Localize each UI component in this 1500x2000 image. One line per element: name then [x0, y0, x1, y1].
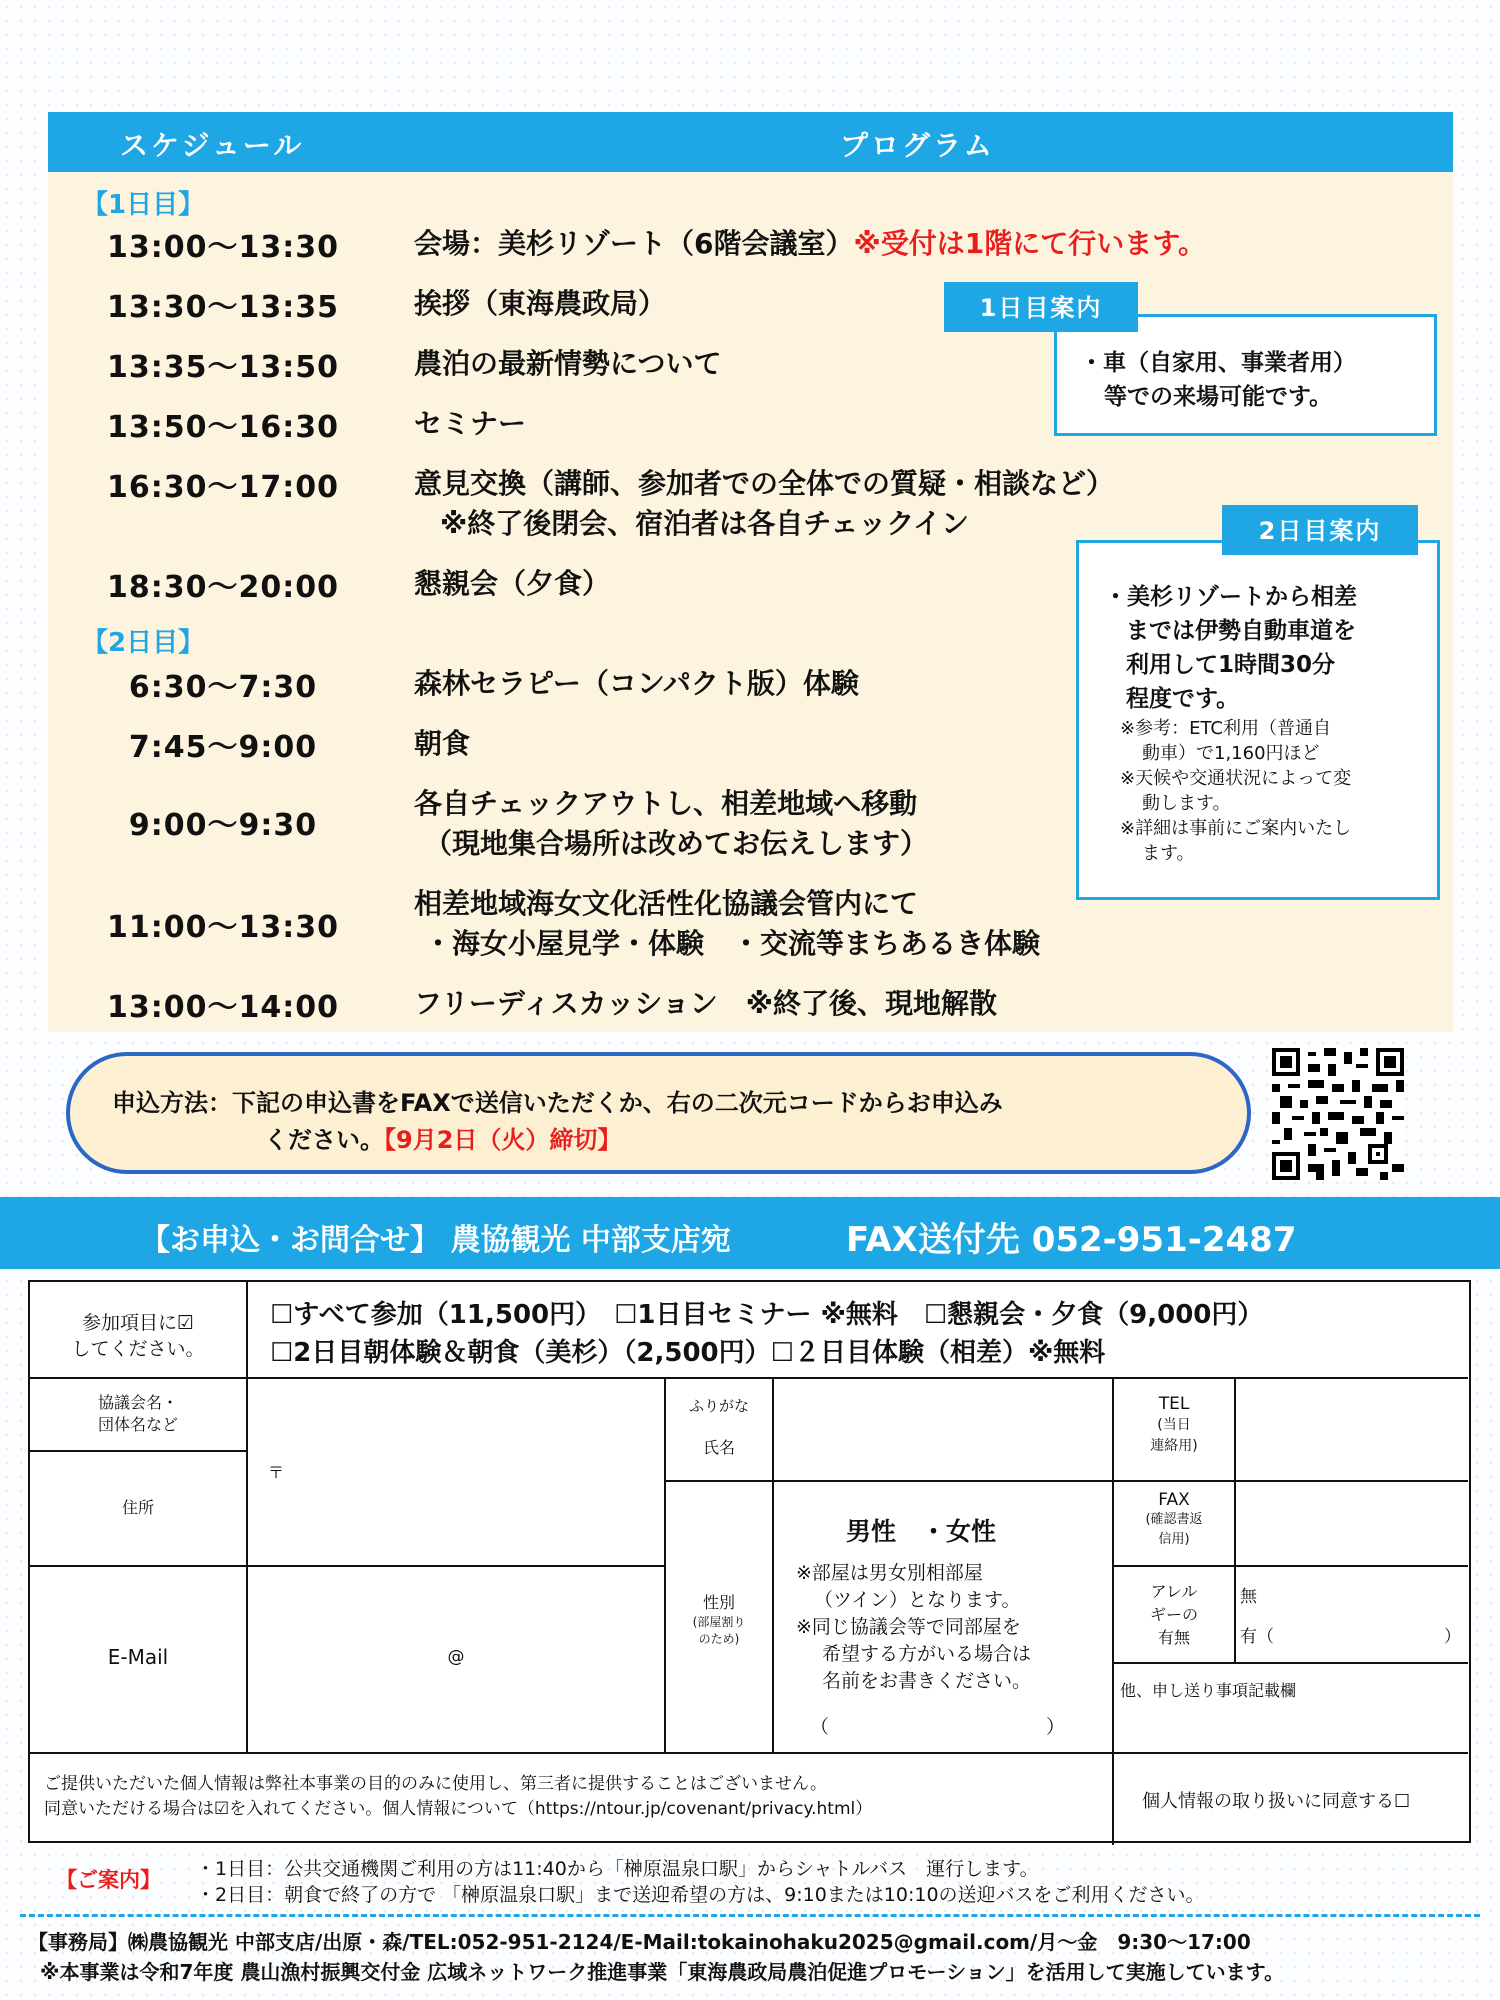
allergy-label-2: ギーの — [1149, 1605, 1198, 1624]
reception-note: ※受付は1階にて行います。 — [853, 227, 1206, 260]
fax-field[interactable] — [1236, 1482, 1468, 1565]
tel-label — [1114, 1394, 1234, 1457]
gender-sub-2: のため) — [698, 1632, 740, 1646]
roommate-field[interactable] — [830, 1707, 1040, 1737]
name-label: 氏名 — [702, 1438, 735, 1457]
gender-label-text: 性別 — [702, 1593, 735, 1612]
day2-info-line4: 程度です。 — [1126, 686, 1240, 712]
name-field[interactable] — [774, 1379, 1112, 1480]
org-label — [30, 1392, 246, 1436]
day2-note6: ます。 — [1142, 843, 1195, 864]
gender-sub-1: (部屋割り — [692, 1615, 746, 1629]
fax-label — [1114, 1490, 1234, 1550]
room-note-3: ※同じ協議会等で同部屋を — [796, 1616, 1021, 1638]
roommate-paren-open: （ — [810, 1716, 830, 1738]
participation-options-row1[interactable]: ☐すべて参加（11,500円） ☐1日目セミナー ※無料 ☐懇親会・夕食（9,000円） — [270, 1300, 1264, 1330]
remarks-label: 他、申し送り事項記載欄 — [1120, 1681, 1297, 1700]
contact-title: 【お申込・お問合せ】 農協観光 中部支店宛 — [140, 1223, 731, 1258]
program-day1-4: セミナー — [414, 407, 527, 440]
privacy-consent-checkbox[interactable]: 個人情報の取り扱いに同意する☐ — [1142, 1791, 1411, 1812]
day2-info-line2: までは伊勢自動車道を — [1126, 618, 1356, 644]
program-day2-4-note: ・海女小屋見学・体験 ・交流等まちあるき体験 — [424, 927, 1041, 960]
funding-note: ※本事業は令和7年度 農山漁村振興交付金 広域ネットワーク推進事業「東海農政局農泊促進プロモーション」を活用して実施しています。 — [40, 1960, 1285, 1984]
program-day2-4: 相差地域海女文化活性化協議会管内にて — [414, 887, 919, 920]
time-day2-4: 11:00〜13:30 — [107, 910, 339, 945]
roommate-paren-close: ） — [1046, 1716, 1066, 1738]
day1-info-line2: 等での来場可能です。 — [1104, 384, 1333, 410]
time-day2-3: 9:00〜9:30 — [128, 808, 318, 843]
day2-note2: 動車）で1,160円ほど — [1142, 743, 1320, 764]
email-field[interactable] — [248, 1567, 664, 1752]
deadline-text: 【9月2日（火）締切】 — [384, 1126, 622, 1154]
allergy-label-3: 有無 — [1157, 1628, 1190, 1647]
program-day2-3-note: （現地集合場所は改めてお伝えします） — [424, 827, 929, 860]
time-day1-2: 13:30〜13:35 — [107, 290, 339, 325]
apply-method-text-2 — [264, 1120, 621, 1155]
day2-note1: ※参考：ETC利用（普通自 — [1120, 718, 1331, 739]
program-day2-2: 朝食 — [414, 727, 471, 760]
day2-note5: ※詳細は事前にご案内いたし — [1120, 818, 1352, 839]
qr-code-icon[interactable] — [1272, 1048, 1404, 1180]
time-day1-4: 13:50〜16:30 — [107, 410, 339, 445]
tel-label-3: 連絡用) — [1150, 1438, 1198, 1454]
application-form — [28, 1280, 1471, 1843]
room-note-4: 希望する方がいる場合は — [822, 1643, 1032, 1665]
tel-field[interactable] — [1236, 1379, 1468, 1480]
room-note-2: （ツイン）となります。 — [814, 1589, 1021, 1611]
participation-options-row2[interactable]: ☐2日目朝体験＆朝食（美杉）（2,500円）☐２日目体験（相差）※無料 — [270, 1338, 1106, 1368]
schedule-column-title: スケジュール — [120, 129, 305, 162]
address-field[interactable] — [248, 1452, 664, 1565]
org-label-2: 団体名など — [97, 1415, 178, 1434]
apply-method-text: 申込方法：下記の申込書をFAXで送信いただくか、右の二次元コードからお申込み — [112, 1089, 1003, 1117]
contact-bar — [0, 1197, 1500, 1269]
privacy-line-1: ご提供いただいた個人情報は弊社本事業の目的のみに使用し、第三者に提供することはございません。 — [44, 1774, 828, 1794]
fax-number: FAX送付先 052-951-2487 — [846, 1220, 1297, 1260]
day2-note4: 動します。 — [1142, 793, 1231, 814]
participation-label-1: 参加項目に☑ — [81, 1312, 195, 1334]
day1-label: 【1日目】 — [82, 190, 205, 220]
time-day2-2: 7:45〜9:00 — [128, 730, 318, 765]
fax-label-1: FAX — [1158, 1490, 1190, 1510]
program-day1-2: 挨拶（東海農政局） — [414, 287, 667, 320]
allergy-yes-option[interactable]: 有（ — [1240, 1627, 1274, 1647]
allergy-label-1: アレル — [1150, 1582, 1198, 1601]
postal-mark: 〒 — [267, 1463, 284, 1482]
time-day2-1: 6:30〜7:30 — [128, 670, 318, 705]
footer-divider — [20, 1914, 1480, 1917]
time-day1-5: 16:30〜17:00 — [107, 470, 339, 505]
tel-label-1: TEL — [1158, 1394, 1190, 1414]
fax-label-2: (確認書返 — [1145, 1512, 1203, 1527]
allergy-label — [1114, 1580, 1234, 1649]
program-column-title: プログラム — [840, 129, 995, 162]
day2-note3: ※天候や交通状況によって変 — [1120, 768, 1352, 789]
time-day2-5: 13:00〜14:00 — [107, 990, 339, 1025]
tel-label-2: (当日 — [1157, 1417, 1191, 1433]
gender-label — [666, 1592, 772, 1648]
email-label: E-Mail — [107, 1645, 169, 1669]
guide-line-1: ・1日目：公共交通機関ご利用の方は11:40から「榊原温泉口駅」からシャトルバス 運行します。 — [196, 1858, 1039, 1880]
program-day2-1: 森林セラピー（コンパクト版）体験 — [414, 667, 859, 700]
guide-line-2: ・2日目：朝食で終了の方で 「榊原温泉口駅」まで送迎希望の方は、9:10または10:10の送迎バスをご利用ください。 — [196, 1884, 1205, 1906]
day2-info-line3: 利用して1時間30分 — [1126, 652, 1336, 678]
day1-info-line1: ・車（自家用、事業者用） — [1080, 350, 1356, 376]
schedule-header — [48, 112, 1453, 172]
org-label-1: 協議会名・ — [97, 1393, 178, 1412]
program-venue: 会場：美杉リゾート（6階会議室） — [414, 227, 854, 260]
apply-text-please: ください。 — [264, 1126, 384, 1154]
room-note-1: ※部屋は男女別相部屋 — [796, 1562, 983, 1584]
office-info: 【事務局】㈱農協観光 中部支店/出原・森/TEL:052-951-2124/E-Mail:tokainohaku2025@gmail.com/月〜金 9:30〜17:00 — [28, 1930, 1251, 1954]
privacy-line-2[interactable]: 同意いただける場合は☑を入れてください。個人情報について（https://ntour.jp/covenant/privacy.html） — [44, 1799, 873, 1819]
allergy-yes-close: ） — [1444, 1627, 1461, 1647]
allergy-none-option[interactable]: 無 — [1240, 1587, 1257, 1607]
day1-info-tag: 1日目案内 — [944, 282, 1138, 332]
program-day1-3: 農泊の最新情勢について — [414, 347, 722, 380]
time-day1-3: 13:35〜13:50 — [107, 350, 339, 385]
program-day1-1 — [414, 222, 1206, 262]
day2-info-line1: ・美杉リゾートから相差 — [1104, 584, 1357, 610]
privacy-text — [44, 1772, 872, 1822]
participation-label-2: してください。 — [71, 1338, 205, 1360]
time-day1-1: 13:00〜13:30 — [107, 230, 339, 265]
gender-options[interactable]: 男性 ・女性 — [846, 1517, 997, 1546]
program-day1-5: 意見交換（講師、参加者での全体での質疑・相談など） — [414, 467, 1115, 500]
participation-label — [30, 1310, 246, 1362]
program-day2-5: フリーディスカッション ※終了後、現地解散 — [414, 987, 998, 1020]
room-notes — [796, 1560, 1031, 1695]
day2-label: 【2日目】 — [82, 628, 205, 658]
org-name-field[interactable] — [248, 1379, 664, 1450]
room-note-5: 名前をお書きください。 — [822, 1670, 1032, 1692]
program-day1-5-note: ※終了後閉会、宿泊者は各自チェックイン — [440, 507, 969, 540]
furigana-label: ふりがな — [688, 1397, 749, 1415]
fax-label-3: 信用) — [1158, 1532, 1190, 1547]
program-day1-6: 懇親会（夕食） — [414, 567, 611, 600]
guide-label: 【ご案内】 — [56, 1868, 161, 1892]
address-label: 住所 — [121, 1498, 154, 1517]
day2-info-tag: 2日目案内 — [1222, 505, 1418, 555]
time-day1-6: 18:30〜20:00 — [107, 570, 339, 605]
program-day2-3: 各自チェックアウトし、相差地域へ移動 — [414, 787, 918, 820]
remarks-field[interactable] — [1114, 1664, 1468, 1752]
email-at: @ — [447, 1647, 465, 1667]
